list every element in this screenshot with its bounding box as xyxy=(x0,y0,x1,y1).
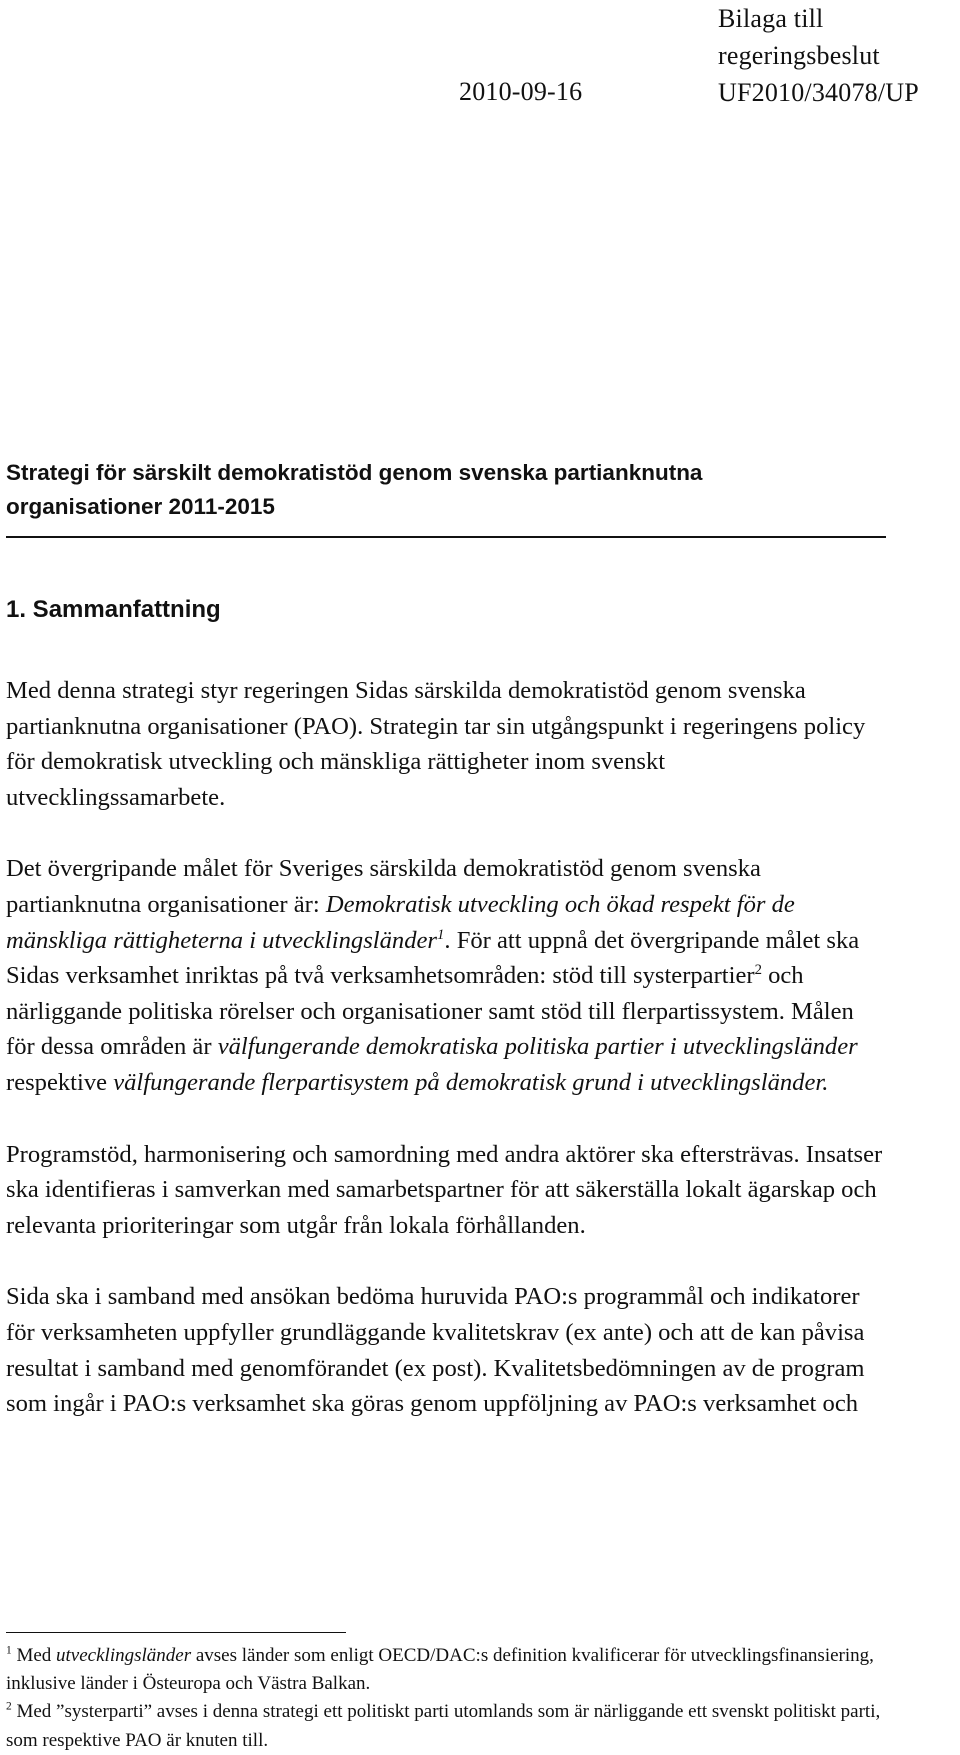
paragraph-3: Programstöd, harmonisering och samordning med andra aktörer ska eftersträvas. Insatser ska identifieras i samverkan med samarbetspartner för att säkerställa lokalt ägarskap och relevanta prioriteringar som utgår från lokala förhållanden. xyxy=(6,1140,883,1239)
footnote-2-number: 2 xyxy=(6,1701,12,1714)
footnote-2-text: Med ”systerparti” avses i denna strategi ett politiskt parti utomlands som är närliggande ett svenskt politiskt parti, som respektive PAO är knuten till. xyxy=(6,1701,881,1751)
footnote-1-term: utvecklingsländer xyxy=(56,1645,192,1666)
annex-line-1: Bilaga till xyxy=(718,4,824,33)
goal-political-parties: välfungerande demokratiska politiska partier i utvecklingsländer xyxy=(217,1033,858,1061)
paragraph-2-text-d: respektive xyxy=(6,1068,114,1096)
footnote-ref-1: 1 xyxy=(437,926,445,943)
document-date: 2010-09-16 xyxy=(459,77,583,106)
footnote-2 xyxy=(6,1698,906,1754)
footnote-divider xyxy=(6,1632,346,1633)
document-title-line-2: organisationer 2011-2015 xyxy=(6,494,275,519)
paragraph-2-text-b: . För att uppnå det övergripande målet ska Sidas verksamhet inriktas på två verksamhetsområden: stöd till systerpartier xyxy=(6,926,860,990)
footnote-1-number: 1 xyxy=(6,1644,12,1657)
paragraph-2-text-c: och närliggande politiska rörelser och organisationer samt stöd till flerpartissystem. Målen för dessa områden är xyxy=(6,962,854,1061)
annex-line-2: regeringsbeslut xyxy=(718,41,880,70)
footnote-1 xyxy=(6,1642,906,1698)
goal-multiparty-system: välfungerande flerpartisystem på demokratisk grund i utvecklingsländer. xyxy=(113,1068,829,1096)
footnote-1-text-a: Med xyxy=(11,1645,57,1666)
document-title xyxy=(6,456,886,538)
footnote-ref-2: 2 xyxy=(754,961,762,978)
paragraph-2-text-a: Det övergripande målet för Sveriges särskilda demokratistöd genom svenska partianknutna organisationer är: xyxy=(6,855,761,918)
footnote-1-text-b: avses länder som enligt OECD/DAC:s definition kvalificerar för utvecklingsfinansiering, inklusive länder i Östeuropa och Västra Balkan. xyxy=(6,1645,874,1695)
paragraph-4: Sida ska i samband med ansökan bedöma huruvida PAO:s programmål och indikatorer för verksamheten uppfyller grundläggande kvalitetskrav (ex ante) och att de kan påvisa resultat i samband med genomförandet (ex post). Kvalitetsbedömningen av de program som ingår i PAO:s verksamhet ska göras genom uppföljning av PAO:s verksamhet och xyxy=(6,1283,865,1418)
overall-goal-text: Demokratisk utveckling och ökad respekt för de mänskliga rättigheterna i utvecklingsländer xyxy=(6,890,795,954)
document-title-line-1: Strategi för särskilt demokratistöd genom svenska partianknutna xyxy=(6,460,703,485)
body-text xyxy=(6,673,886,1422)
paragraph-1: Med denna strategi styr regeringen Sidas särskilda demokratistöd genom svenska partianknutna organisationer (PAO). Strategin tar sin utgångspunkt i regeringens policy för demokratisk utveckling och mänskliga rättigheter inom svenskt utvecklingssamarbete. xyxy=(6,677,866,811)
annex-line-3: UF2010/34078/UP xyxy=(718,78,919,107)
paragraph-2 xyxy=(6,851,886,1100)
annex-reference xyxy=(718,0,919,111)
section-heading: 1. Sammanfattning xyxy=(6,596,221,623)
footnotes xyxy=(6,1642,906,1755)
